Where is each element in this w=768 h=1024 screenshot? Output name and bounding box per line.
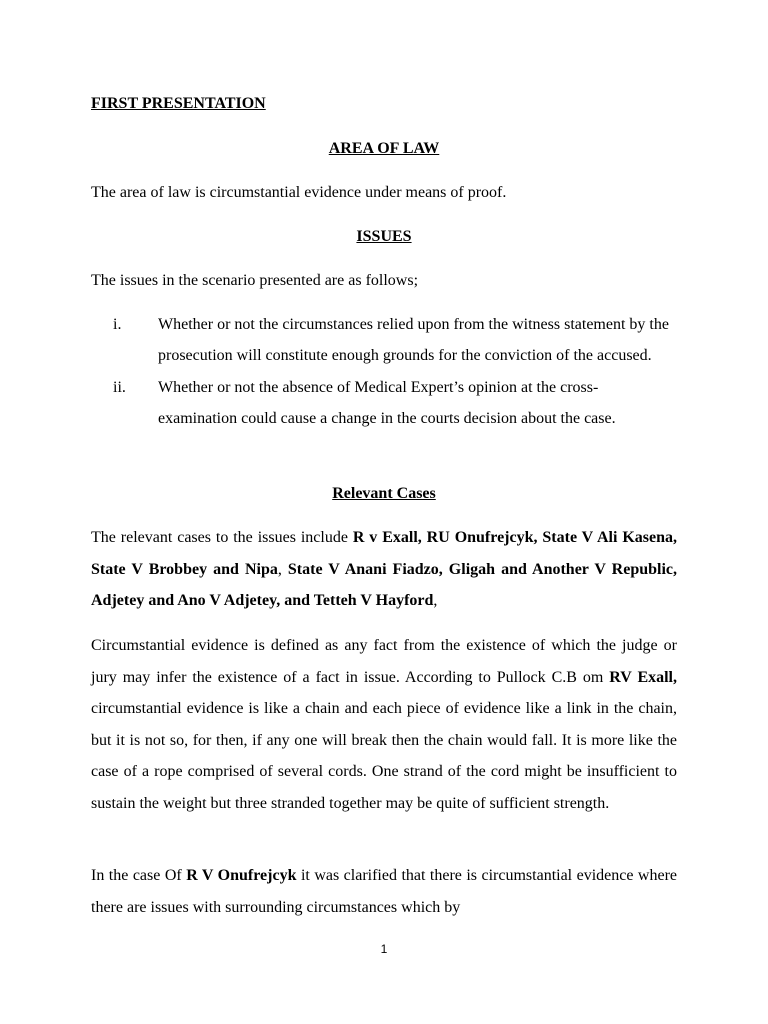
text-run: Circumstantial evidence is defined as any fact from the existence of which the judge or jury may infer the existence of a fact in issue. According to Pullock C.B om xyxy=(91,637,677,686)
text-run: , xyxy=(433,592,438,609)
issues-heading: ISSUES xyxy=(356,228,412,245)
case-names-bold: R v Exall, RU Onufrejcyk, State V Ali Kasena, State V Brobbey and Nipa xyxy=(91,529,678,578)
text-run: The relevant cases to the issues include xyxy=(91,529,353,546)
area-of-law-heading: AREA OF LAW xyxy=(328,140,440,157)
page-number: 1 xyxy=(380,942,388,956)
list-item xyxy=(91,309,677,372)
text-run: , xyxy=(277,560,288,578)
issues-list xyxy=(91,309,677,434)
case-name-bold: R V Onufrejcyk xyxy=(186,867,297,884)
list-item-number: i. xyxy=(113,316,122,333)
relevant-cases-paragraph xyxy=(91,522,677,617)
onufrejcyk-paragraph xyxy=(91,860,677,923)
document-title: FIRST PRESENTATION xyxy=(91,95,266,112)
circumstantial-evidence-paragraph xyxy=(91,630,677,819)
area-of-law-text: The area of law is circumstantial evidence under means of proof. xyxy=(91,184,507,201)
case-name-bold: RV Exall, xyxy=(609,668,678,686)
text-run: circumstantial evidence is like a chain and each piece of evidence like a link in the chain, but it is not so, for then, if any one will break then the chain would fall. It is more like the case of a rope comprised of several cords. One strand of the cord might be insufficient to sustain the weight but three stranded together may be quite of sufficient strength. xyxy=(91,700,677,812)
relevant-cases-heading: Relevant Cases xyxy=(332,485,436,502)
issues-intro: The issues in the scenario presented are as follows; xyxy=(91,272,419,289)
list-item-text: Whether or not the absence of Medical Expert’s opinion at the cross-examination could cause a change in the courts decision about the case. xyxy=(158,378,616,427)
list-item xyxy=(91,372,677,435)
text-run: it was clarified that there is circumstantial evidence where there are issues with surrounding circumstances which by xyxy=(91,867,678,916)
text-run: In the case Of xyxy=(91,867,187,884)
case-names-bold: State V Anani Fiadzo, Gligah and Another V Republic, Adjetey and Ano V Adjetey, and Tetteh V Hayford xyxy=(91,560,678,609)
list-item-number: ii. xyxy=(113,378,126,396)
list-item-text: Whether or not the circumstances relied upon from the witness statement by the prosecution will constitute enough grounds for the conviction of the accused. xyxy=(158,316,669,365)
